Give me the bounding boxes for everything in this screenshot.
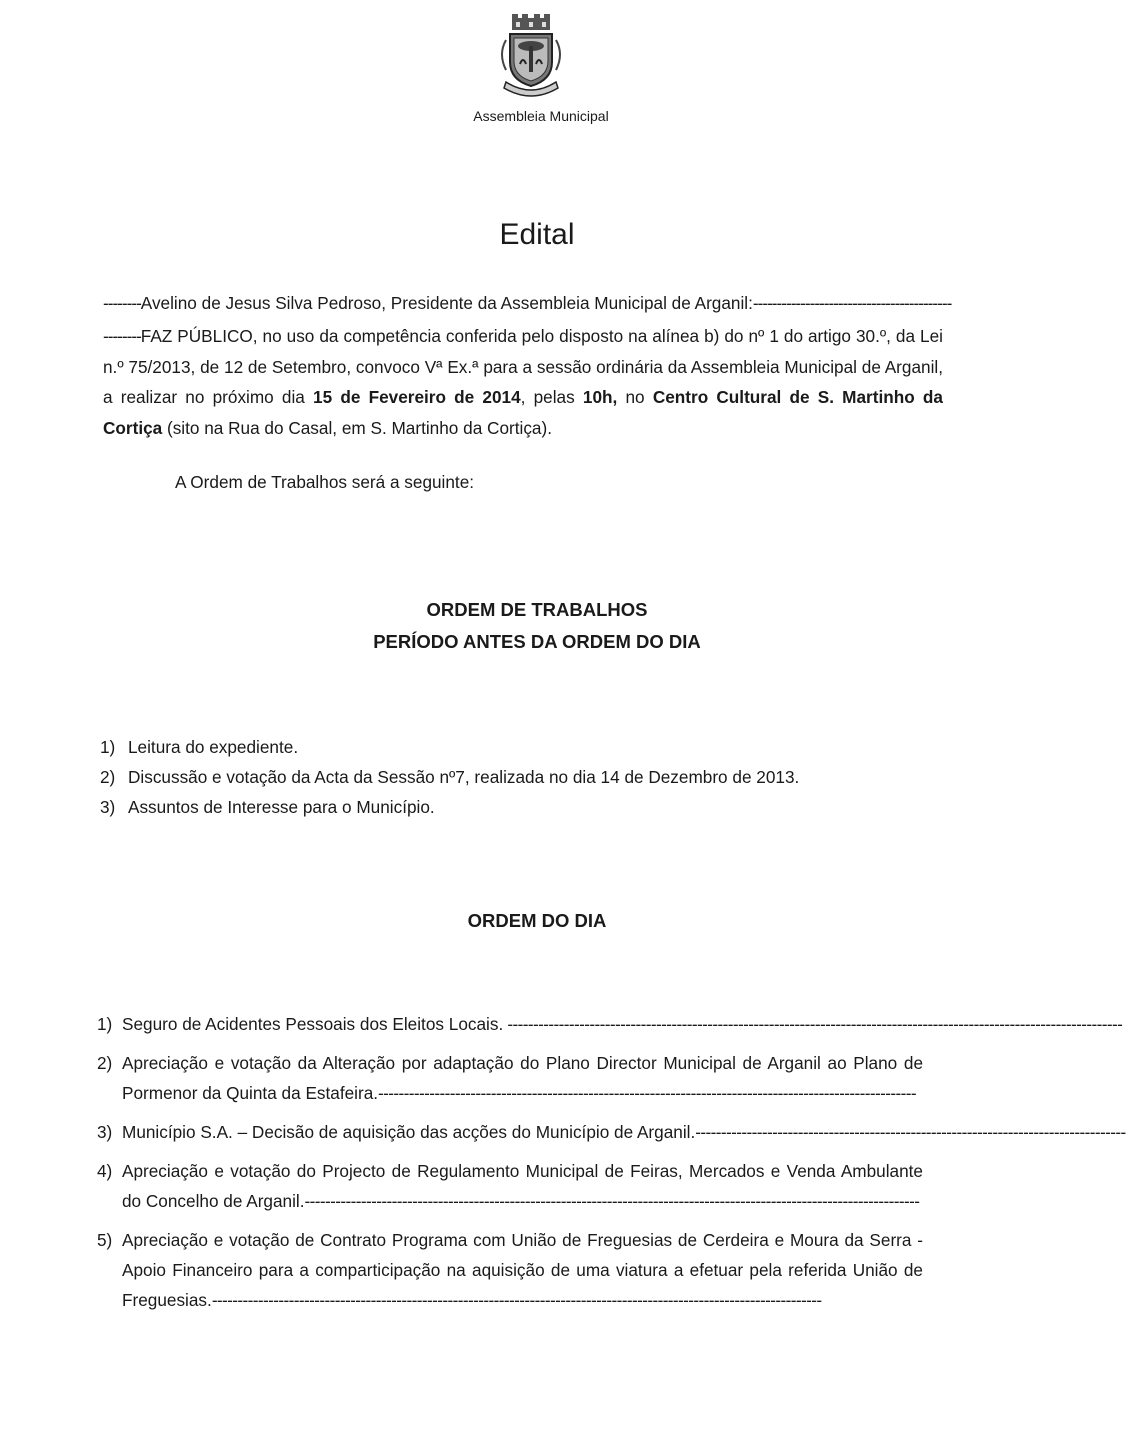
list-item: 5) Apreciação e votação de Contrato Programa com União de Freguesias de Cerdeira e Moura da Serra - Apoio Financeiro para a comparticipação na aquisição de uma viatura a efetuar pela referida União de Freguesias.----------------------------------------------------------------------------------------------------------------------- xyxy=(97,1230,923,1310)
list-item: 3) Município S.A. – Decisão de aquisição das acções do Município de Arganil. ------------------------------------------------------------------------------------ xyxy=(97,1122,1126,1142)
body-text: no xyxy=(617,387,653,407)
municipal-crest-icon xyxy=(492,14,570,98)
heading-agenda: ORDEM DE TRABALHOS xyxy=(426,599,648,620)
leader-dashes: -------- xyxy=(103,326,141,346)
session-venue: Centro Cultural de S. Martinho da Cortiça xyxy=(103,387,943,438)
session-time: 10h, xyxy=(582,387,618,407)
document-title: Edital xyxy=(499,218,575,251)
leader-dashes: -------- xyxy=(103,293,141,313)
body-text: , pelas xyxy=(520,387,583,407)
before-day-list xyxy=(100,732,799,822)
opening-line xyxy=(103,292,952,314)
body-text: FAZ PÚBLICO, no uso da competência conferida pelo disposto na alínea b) do nº 1 do artigo 30.º, da Lei n.º 75/2013, de 12 de Setembro, convoco Vª Ex.ª para a sessão ordinária da Assembleia Municipal de Arganil, a realizar no próximo dia xyxy=(103,326,943,407)
agenda-intro: A Ordem de Trabalhos será a seguinte: xyxy=(175,472,475,492)
day-list xyxy=(97,1009,1126,1324)
trailing-dashes: ------------------------------------------ xyxy=(752,293,952,313)
session-date: 15 de Fevereiro de 2014 xyxy=(313,387,521,407)
list-item: 2) Apreciação e votação da Alteração por adaptação do Plano Director Municipal de Arganil ao Plano de Pormenor da Quinta da Estafeira.--------------------------------------------------------------------------------------------------------- xyxy=(97,1053,923,1103)
list-item: 2) Discussão e votação da Acta da Sessão nº7, realizada no dia 14 de Dezembro de 2013. xyxy=(100,767,800,787)
heading-before-day: PERÍODO ANTES DA ORDEM DO DIA xyxy=(373,631,701,652)
body-paragraph xyxy=(103,321,943,443)
body-text: (sito na Rua do Casal, em S. Martinho da Cortiça). xyxy=(162,417,552,438)
heading-day: ORDEM DO DIA xyxy=(467,910,607,931)
list-item: 3) Assuntos de Interesse para o Município. xyxy=(100,797,435,817)
opening-text: Avelino de Jesus Silva Pedroso, Presidente da Assembleia Municipal de Arganil: xyxy=(140,293,753,313)
list-item: 4) Apreciação e votação do Projecto de Regulamento Municipal de Feiras, Mercados e Venda Ambulante do Concelho de Arganil.------------------------------------------------------------------------------------------------------------------------ xyxy=(97,1161,923,1211)
list-item: 1) Leitura do expediente. xyxy=(100,737,299,757)
organization-name: Assembleia Municipal xyxy=(473,108,609,124)
list-item: 1) Seguro de Acidentes Pessoais dos Eleitos Locais. ------------------------------------------------------------------------------------------------------------------------ xyxy=(97,1014,1123,1034)
